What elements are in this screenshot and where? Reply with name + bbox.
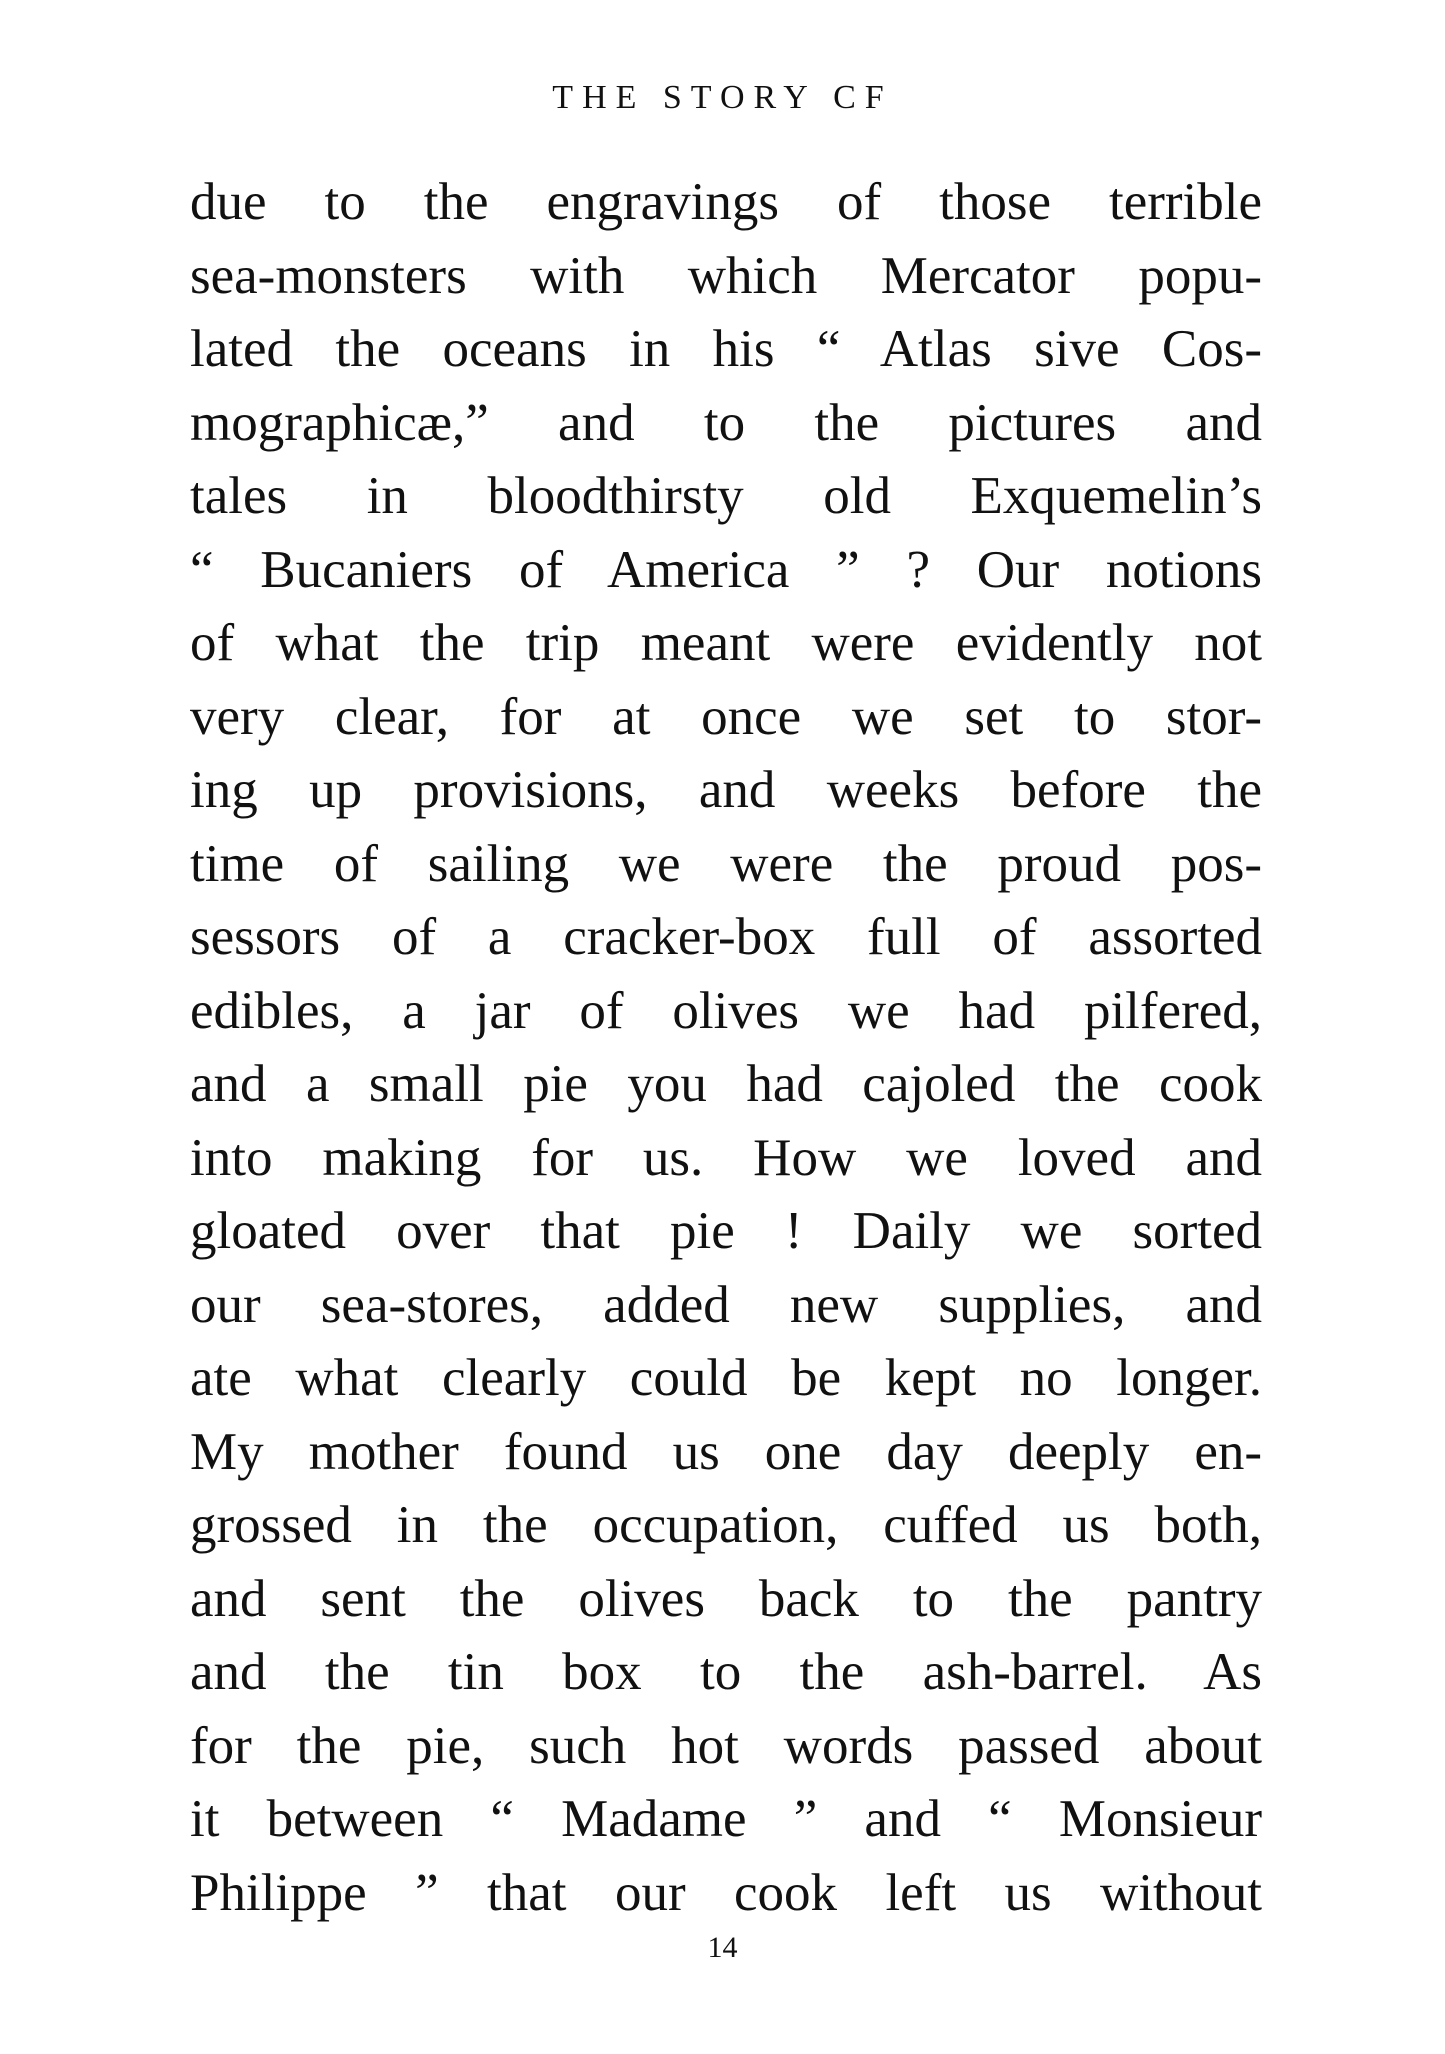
text-line: lated the oceans in his “ Atlas sive Cos-: [190, 320, 1262, 378]
text-line: sessors of a cracker-box full of assorted: [190, 908, 1262, 966]
text-line: mographicæ,” and to the pictures and: [190, 393, 1262, 452]
text-line: My mother found us one day deeply en-: [190, 1422, 1262, 1481]
text-line: ing up provisions, and weeks before the: [190, 761, 1262, 819]
text-line: “ Bucaniers of America ” ? Our notions: [190, 540, 1262, 599]
running-head: THE STORY CF: [552, 79, 893, 116]
page-number: 14: [707, 1931, 738, 1964]
body-text: [190, 166, 1262, 1930]
text-line: grossed in the occupation, cuffed us both,: [190, 1496, 1262, 1554]
text-line: into making for us. How we loved and: [190, 1128, 1262, 1187]
text-line: for the pie, such hot words passed about: [190, 1716, 1262, 1775]
text-line: sea-monsters with which Mercator popu-: [190, 246, 1262, 305]
text-line: time of sailing we were the proud pos-: [190, 834, 1262, 893]
text-line: due to the engravings of those terrible: [190, 173, 1262, 231]
text-line: of what the trip meant were evidently not: [190, 614, 1262, 672]
text-line: and a small pie you had cajoled the cook: [190, 1055, 1262, 1113]
text-line: and sent the olives back to the pantry: [190, 1569, 1262, 1628]
text-line: gloated over that pie ! Daily we sorted: [190, 1202, 1262, 1260]
text-line: Philippe ” that our cook left us without: [190, 1863, 1262, 1922]
text-line: and the tin box to the ash-barrel. As: [190, 1643, 1262, 1701]
text-line: it between “ Madame ” and “ Monsieur: [190, 1790, 1262, 1848]
text-line: ate what clearly could be kept no longer.: [190, 1349, 1262, 1407]
text-line: very clear, for at once we set to stor-: [190, 687, 1262, 746]
text-line: tales in bloodthirsty old Exquemelin’s: [190, 467, 1262, 525]
text-line: edibles, a jar of olives we had pilfered,: [190, 981, 1262, 1040]
text-line: our sea-stores, added new supplies, and: [190, 1275, 1262, 1334]
